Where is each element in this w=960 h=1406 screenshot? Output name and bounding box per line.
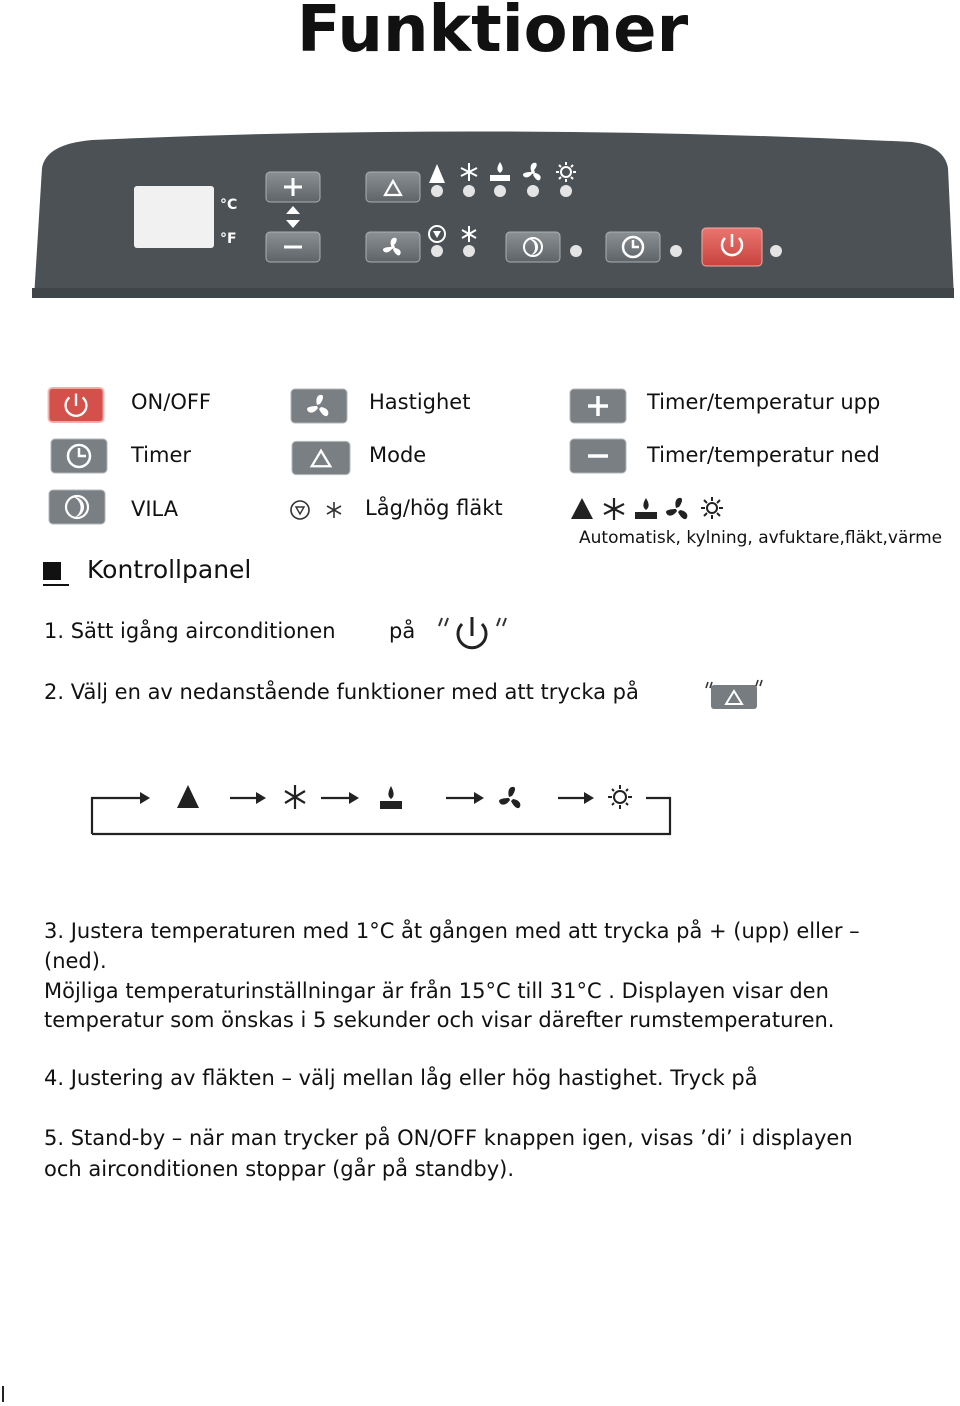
unit-fahrenheit: °F bbox=[220, 231, 237, 247]
mode-icons-row bbox=[570, 495, 726, 523]
sun-icon bbox=[608, 785, 632, 809]
step-2: 2. Välj en av nedanstående funktioner med att trycka på bbox=[44, 680, 639, 704]
power-button[interactable] bbox=[46, 387, 106, 423]
lag-hog-label: Låg/hög fläkt bbox=[365, 496, 503, 520]
section-bullet bbox=[43, 562, 61, 580]
mode-button-icon bbox=[703, 678, 765, 712]
low-high-fan-icon bbox=[288, 498, 348, 522]
section-title: Kontrollpanel bbox=[87, 555, 252, 584]
power-led bbox=[770, 245, 782, 257]
mode-button[interactable] bbox=[366, 172, 420, 202]
minus-label: Timer/temperatur ned bbox=[647, 443, 880, 467]
plus-button[interactable] bbox=[568, 388, 628, 424]
hastighet-label: Hastighet bbox=[369, 390, 471, 414]
onoff-label: ON/OFF bbox=[131, 390, 212, 414]
step-5-line-1: 5. Stand-by – när man trycker på ON/OFF knappen igen, visas ’di’ i displayen bbox=[44, 1126, 853, 1150]
step-3-line-2: (ned). bbox=[44, 949, 107, 973]
minus-button[interactable] bbox=[568, 438, 628, 474]
step-3-line-4: temperatur som önskas i 5 sekunder och visar därefter rumstemperaturen. bbox=[44, 1008, 835, 1032]
power-icon bbox=[434, 612, 514, 656]
power-button[interactable] bbox=[702, 228, 762, 266]
auto-mode-icon bbox=[177, 785, 199, 808]
step-3-line-3: Möjliga temperaturinställningar är från 15°C till 31°C . Displayen visar den bbox=[44, 979, 829, 1003]
step-1-pa: på bbox=[389, 619, 416, 643]
timer-led bbox=[670, 245, 682, 257]
sleep-button[interactable] bbox=[506, 232, 560, 262]
page-title: Funktioner bbox=[296, 0, 689, 67]
plus-label: Timer/temperatur upp bbox=[647, 390, 881, 414]
page-edge-mark bbox=[2, 1386, 4, 1402]
timer-label: Timer bbox=[131, 443, 192, 467]
sleep-led bbox=[570, 245, 582, 257]
minus-button[interactable] bbox=[266, 232, 320, 262]
mode-button[interactable] bbox=[291, 440, 351, 476]
section-underline bbox=[43, 584, 69, 586]
fan-speed-button[interactable] bbox=[289, 388, 349, 424]
unit-celsius: °C bbox=[220, 197, 238, 213]
dehumidify-icon bbox=[380, 786, 402, 809]
plus-button[interactable] bbox=[266, 172, 320, 202]
timer-button[interactable] bbox=[606, 232, 660, 262]
snowflake-icon bbox=[285, 785, 305, 809]
step-3-line-1: 3. Justera temperaturen med 1°C åt gången med att trycka på + (upp) eller – bbox=[44, 919, 860, 943]
temperature-display bbox=[134, 186, 214, 248]
sleep-button[interactable] bbox=[47, 489, 107, 525]
control-panel bbox=[32, 128, 954, 298]
timer-button[interactable] bbox=[49, 438, 109, 474]
mode-label: Mode bbox=[369, 443, 427, 467]
modes-caption: Automatisk, kylning, avfuktare,fläkt,värme bbox=[579, 528, 943, 548]
fan-icon bbox=[499, 787, 520, 808]
fan-speed-button[interactable] bbox=[366, 232, 420, 262]
vila-label: VILA bbox=[131, 497, 179, 521]
step-5-line-2: och airconditionen stoppar (går på standby). bbox=[44, 1157, 514, 1181]
step-1: 1. Sätt igång airconditionen bbox=[44, 619, 336, 643]
mode-cycle-diagram bbox=[86, 778, 678, 842]
step-4: 4. Justering av fläkten – välj mellan låg eller hög hastighet. Tryck på bbox=[44, 1066, 758, 1090]
